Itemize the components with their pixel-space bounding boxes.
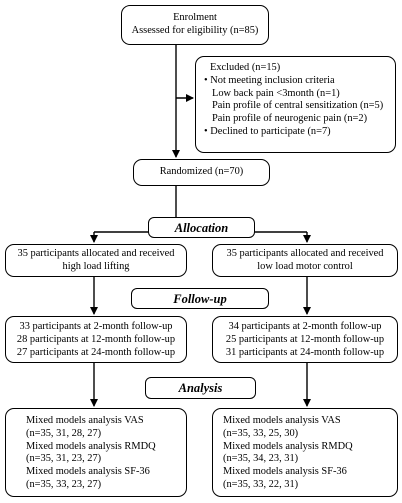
allocation-left-line: 35 participants allocated and received bbox=[17, 248, 175, 259]
analysis-right-line: Mixed models analysis VAS bbox=[223, 415, 341, 426]
analysis-right-line: Mixed models analysis RMDQ bbox=[223, 440, 353, 452]
allocation-right-line: low load motor control bbox=[257, 260, 353, 272]
excluded-item: • Declined to participate (n=7) bbox=[204, 125, 331, 137]
excluded-item: Low back pain <3month (n=1) bbox=[212, 87, 340, 99]
analysis-left-line: Mixed models analysis VAS bbox=[26, 415, 144, 426]
analysis-right-line: Mixed models analysis SF-36 bbox=[223, 466, 347, 478]
allocation-heading: Allocation bbox=[148, 217, 255, 238]
randomized-label: Randomized (n=70) bbox=[159, 166, 244, 177]
followup-right-line: 25 participants at 12-month follow-up bbox=[225, 333, 385, 345]
followup-heading: Follow-up bbox=[131, 288, 269, 309]
excluded-box bbox=[195, 56, 396, 153]
analysis-left-line: (n=35, 31, 28, 27) bbox=[26, 427, 102, 439]
analysis-left-line: Mixed models analysis SF-36 bbox=[26, 466, 150, 478]
excluded-title: Excluded (n=15) bbox=[210, 62, 281, 73]
allocation-right-line: 35 participants allocated and received bbox=[226, 248, 384, 259]
analysis-right-line: (n=35, 33, 25, 30) bbox=[223, 427, 299, 439]
allocation-left-box bbox=[5, 244, 187, 277]
analysis-left-box bbox=[5, 408, 187, 497]
followup-right-line: 31 participants at 24-month follow-up bbox=[225, 346, 385, 358]
allocation-left-line: high load lifting bbox=[62, 260, 130, 272]
analysis-left-line: Mixed models analysis RMDQ bbox=[26, 440, 156, 452]
followup-right-box bbox=[212, 316, 398, 363]
analysis-left-line: (n=35, 31, 23, 27) bbox=[26, 453, 102, 465]
enrolment-title: Enrolment bbox=[173, 12, 217, 23]
allocation-right-box bbox=[212, 244, 398, 277]
assessed-eligibility: Assessed for eligibility (n=85) bbox=[131, 24, 259, 36]
analysis-right-line: (n=35, 33, 22, 31) bbox=[223, 478, 299, 490]
analysis-right-box bbox=[212, 408, 398, 497]
excluded-item: Pain profile of central sensitization (n=5) bbox=[212, 100, 384, 112]
excluded-item: Pain profile of neurogenic pain (n=2) bbox=[212, 113, 368, 125]
analysis-right-line: (n=35, 34, 23, 31) bbox=[223, 453, 299, 465]
enrolment-box bbox=[121, 5, 269, 45]
followup-left-box bbox=[5, 316, 187, 363]
followup-left-line: 33 participants at 2-month follow-up bbox=[19, 321, 173, 332]
followup-left-line: 28 participants at 12-month follow-up bbox=[16, 333, 176, 345]
analysis-left-line: (n=35, 33, 23, 27) bbox=[26, 478, 102, 490]
analysis-heading: Analysis bbox=[145, 377, 256, 399]
excluded-item: • Not meeting inclusion criteria bbox=[204, 74, 335, 86]
randomized-box bbox=[133, 159, 270, 186]
followup-left-line: 27 participants at 24-month follow-up bbox=[16, 346, 176, 358]
followup-right-line: 34 participants at 2-month follow-up bbox=[228, 321, 382, 332]
